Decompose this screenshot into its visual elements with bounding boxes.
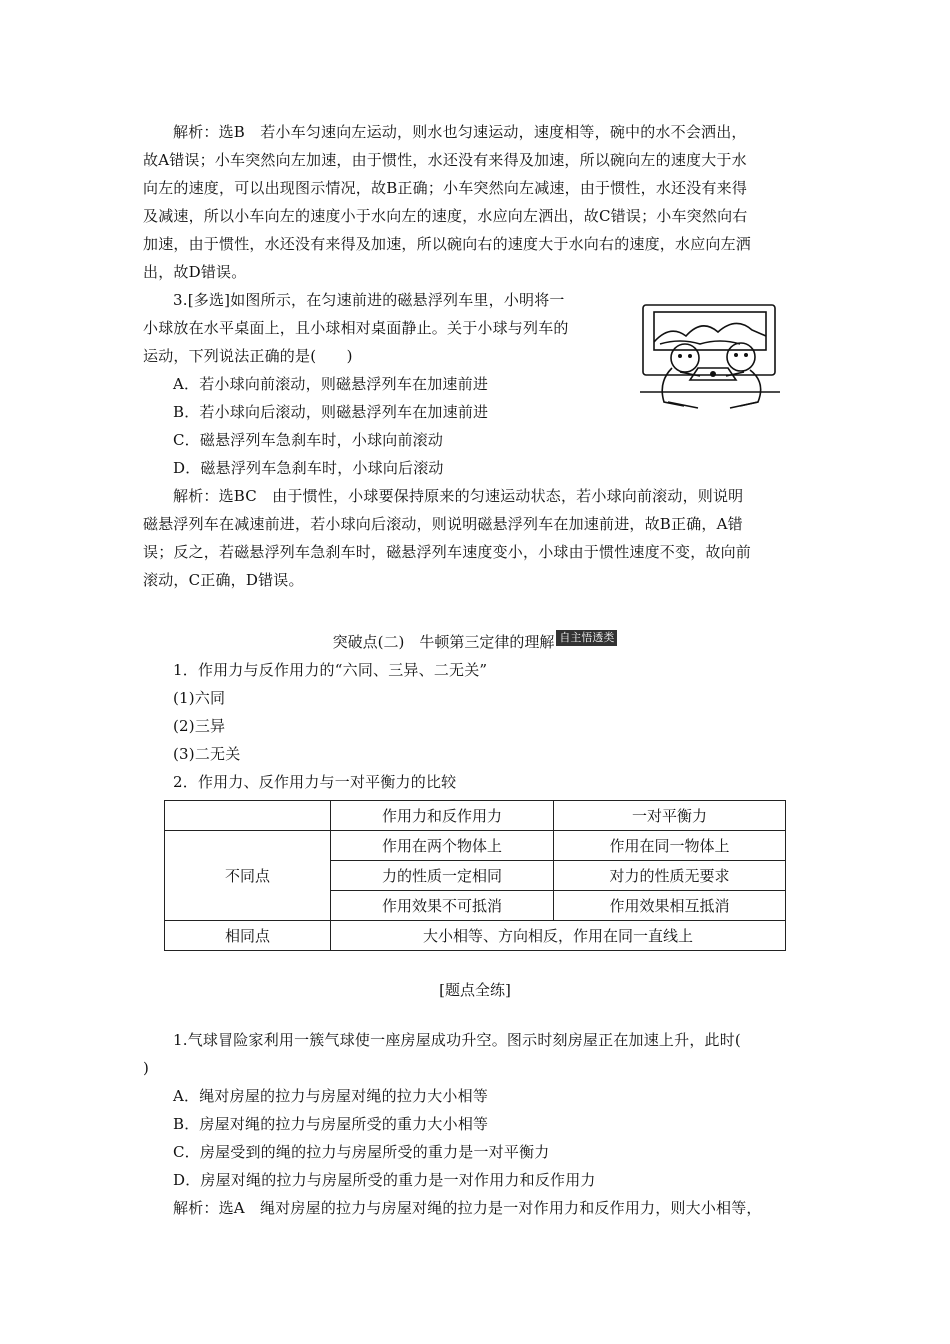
practice-title: [题点全练]	[439, 981, 511, 999]
option-b: B．房屋对绳的拉力与房屋所受的重力大小相等	[173, 1115, 489, 1133]
analysis-line: 加速，由于惯性，水还没有来得及加速，所以碗向右的速度大于水向右的速度，水应向左洒	[143, 235, 752, 253]
point-heading: 1．作用力与反作用力的“六同、三异、二无关”	[173, 661, 488, 679]
subpoint: (1)六同	[173, 689, 226, 707]
analysis-line: 解析：选A 绳对房屋的拉力与房屋对绳的拉力是一对作用力和反作用力，则大小相等，	[173, 1199, 762, 1217]
analysis-line: 磁悬浮列车在减速前进，若小球向后滚动，则说明磁悬浮列车在加速前进，故B正确，A错	[143, 515, 743, 533]
question-stem: 3.[多选]如图所示，在匀速前进的磁悬浮列车里，小明将一	[173, 291, 565, 309]
question-stem: 1.气球冒险家利用一簇气球使一座房屋成功升空。图示时刻房屋正在加速上升，此时(	[173, 1031, 741, 1049]
table-header-row	[165, 801, 786, 831]
section-badge: 自主悟透类	[556, 630, 617, 646]
same-text-cell: 大小相等、方向相反，作用在同一直线上	[331, 921, 786, 951]
subpoint: (2)三异	[173, 717, 226, 735]
question-stem: 运动，下列说法正确的是( )	[143, 347, 353, 365]
table-header-cell	[165, 801, 331, 831]
train-illustration	[640, 302, 780, 414]
analysis-line: 故A错误；小车突然向左加速，由于惯性，水还没有来得及加速，所以碗向左的速度大于水	[143, 151, 747, 169]
question-stem: )	[143, 1059, 150, 1077]
table-header-cell: 作用力和反作用力	[331, 801, 554, 831]
option-d: D．磁悬浮列车急刹车时，小球向后滚动	[173, 459, 444, 477]
option-c: C．房屋受到的绳的拉力与房屋所受的重力是一对平衡力	[173, 1143, 550, 1161]
table-cell: 作用效果不可抵消	[331, 891, 554, 921]
analysis-line: 解析：选B 若小车匀速向左运动，则水也匀速运动，速度相等，碗中的水不会洒出，	[173, 123, 747, 141]
option-c: C．磁悬浮列车急刹车时，小球向前滚动	[173, 431, 444, 449]
analysis-line: 误；反之，若磁悬浮列车急刹车时，磁悬浮列车速度变小，小球由于惯性速度不变，故向前	[143, 543, 752, 561]
question-stem: 小球放在水平桌面上，且小球相对桌面静止。关于小球与列车的	[143, 319, 569, 337]
table-cell: 作用在同一物体上	[554, 831, 786, 861]
analysis-line: 向左的速度，可以出现图示情况，故B正确；小车突然向左减速，由于惯性，水还没有来得	[143, 179, 748, 197]
table-row	[165, 831, 786, 861]
table-header-cell: 一对平衡力	[554, 801, 786, 831]
table-cell: 对力的性质无要求	[554, 861, 786, 891]
section-title: 突破点(二) 牛顿第三定律的理解	[332, 633, 555, 651]
table-cell: 作用在两个物体上	[331, 831, 554, 861]
analysis-line: 及减速，所以小车向左的速度小于水向左的速度，水应向左洒出，故C错误；小车突然向右	[143, 207, 748, 225]
point-heading: 2．作用力、反作用力与一对平衡力的比较	[173, 773, 457, 791]
table-cell: 力的性质一定相同	[331, 861, 554, 891]
analysis-line: 解析：选BC 由于惯性，小球要保持原来的匀速运动状态，若小球向前滚动，则说明	[173, 487, 744, 505]
table-row	[165, 921, 786, 951]
table-cell: 作用效果相互抵消	[554, 891, 786, 921]
comparison-table	[164, 800, 786, 951]
section-heading	[0, 628, 950, 656]
same-label-cell: 相同点	[165, 921, 331, 951]
analysis-line: 出，故D错误。	[143, 263, 247, 281]
analysis-line: 滚动，C正确，D错误。	[143, 571, 304, 589]
option-b: B．若小球向后滚动，则磁悬浮列车在加速前进	[173, 403, 489, 421]
option-d: D．房屋对绳的拉力与房屋所受的重力是一对作用力和反作用力	[173, 1171, 596, 1189]
diff-label-cell: 不同点	[165, 831, 331, 921]
option-a: A．若小球向前滚动，则磁悬浮列车在加速前进	[173, 375, 489, 393]
subpoint: (3)二无关	[173, 745, 241, 763]
option-a: A．绳对房屋的拉力与房屋对绳的拉力大小相等	[173, 1087, 489, 1105]
